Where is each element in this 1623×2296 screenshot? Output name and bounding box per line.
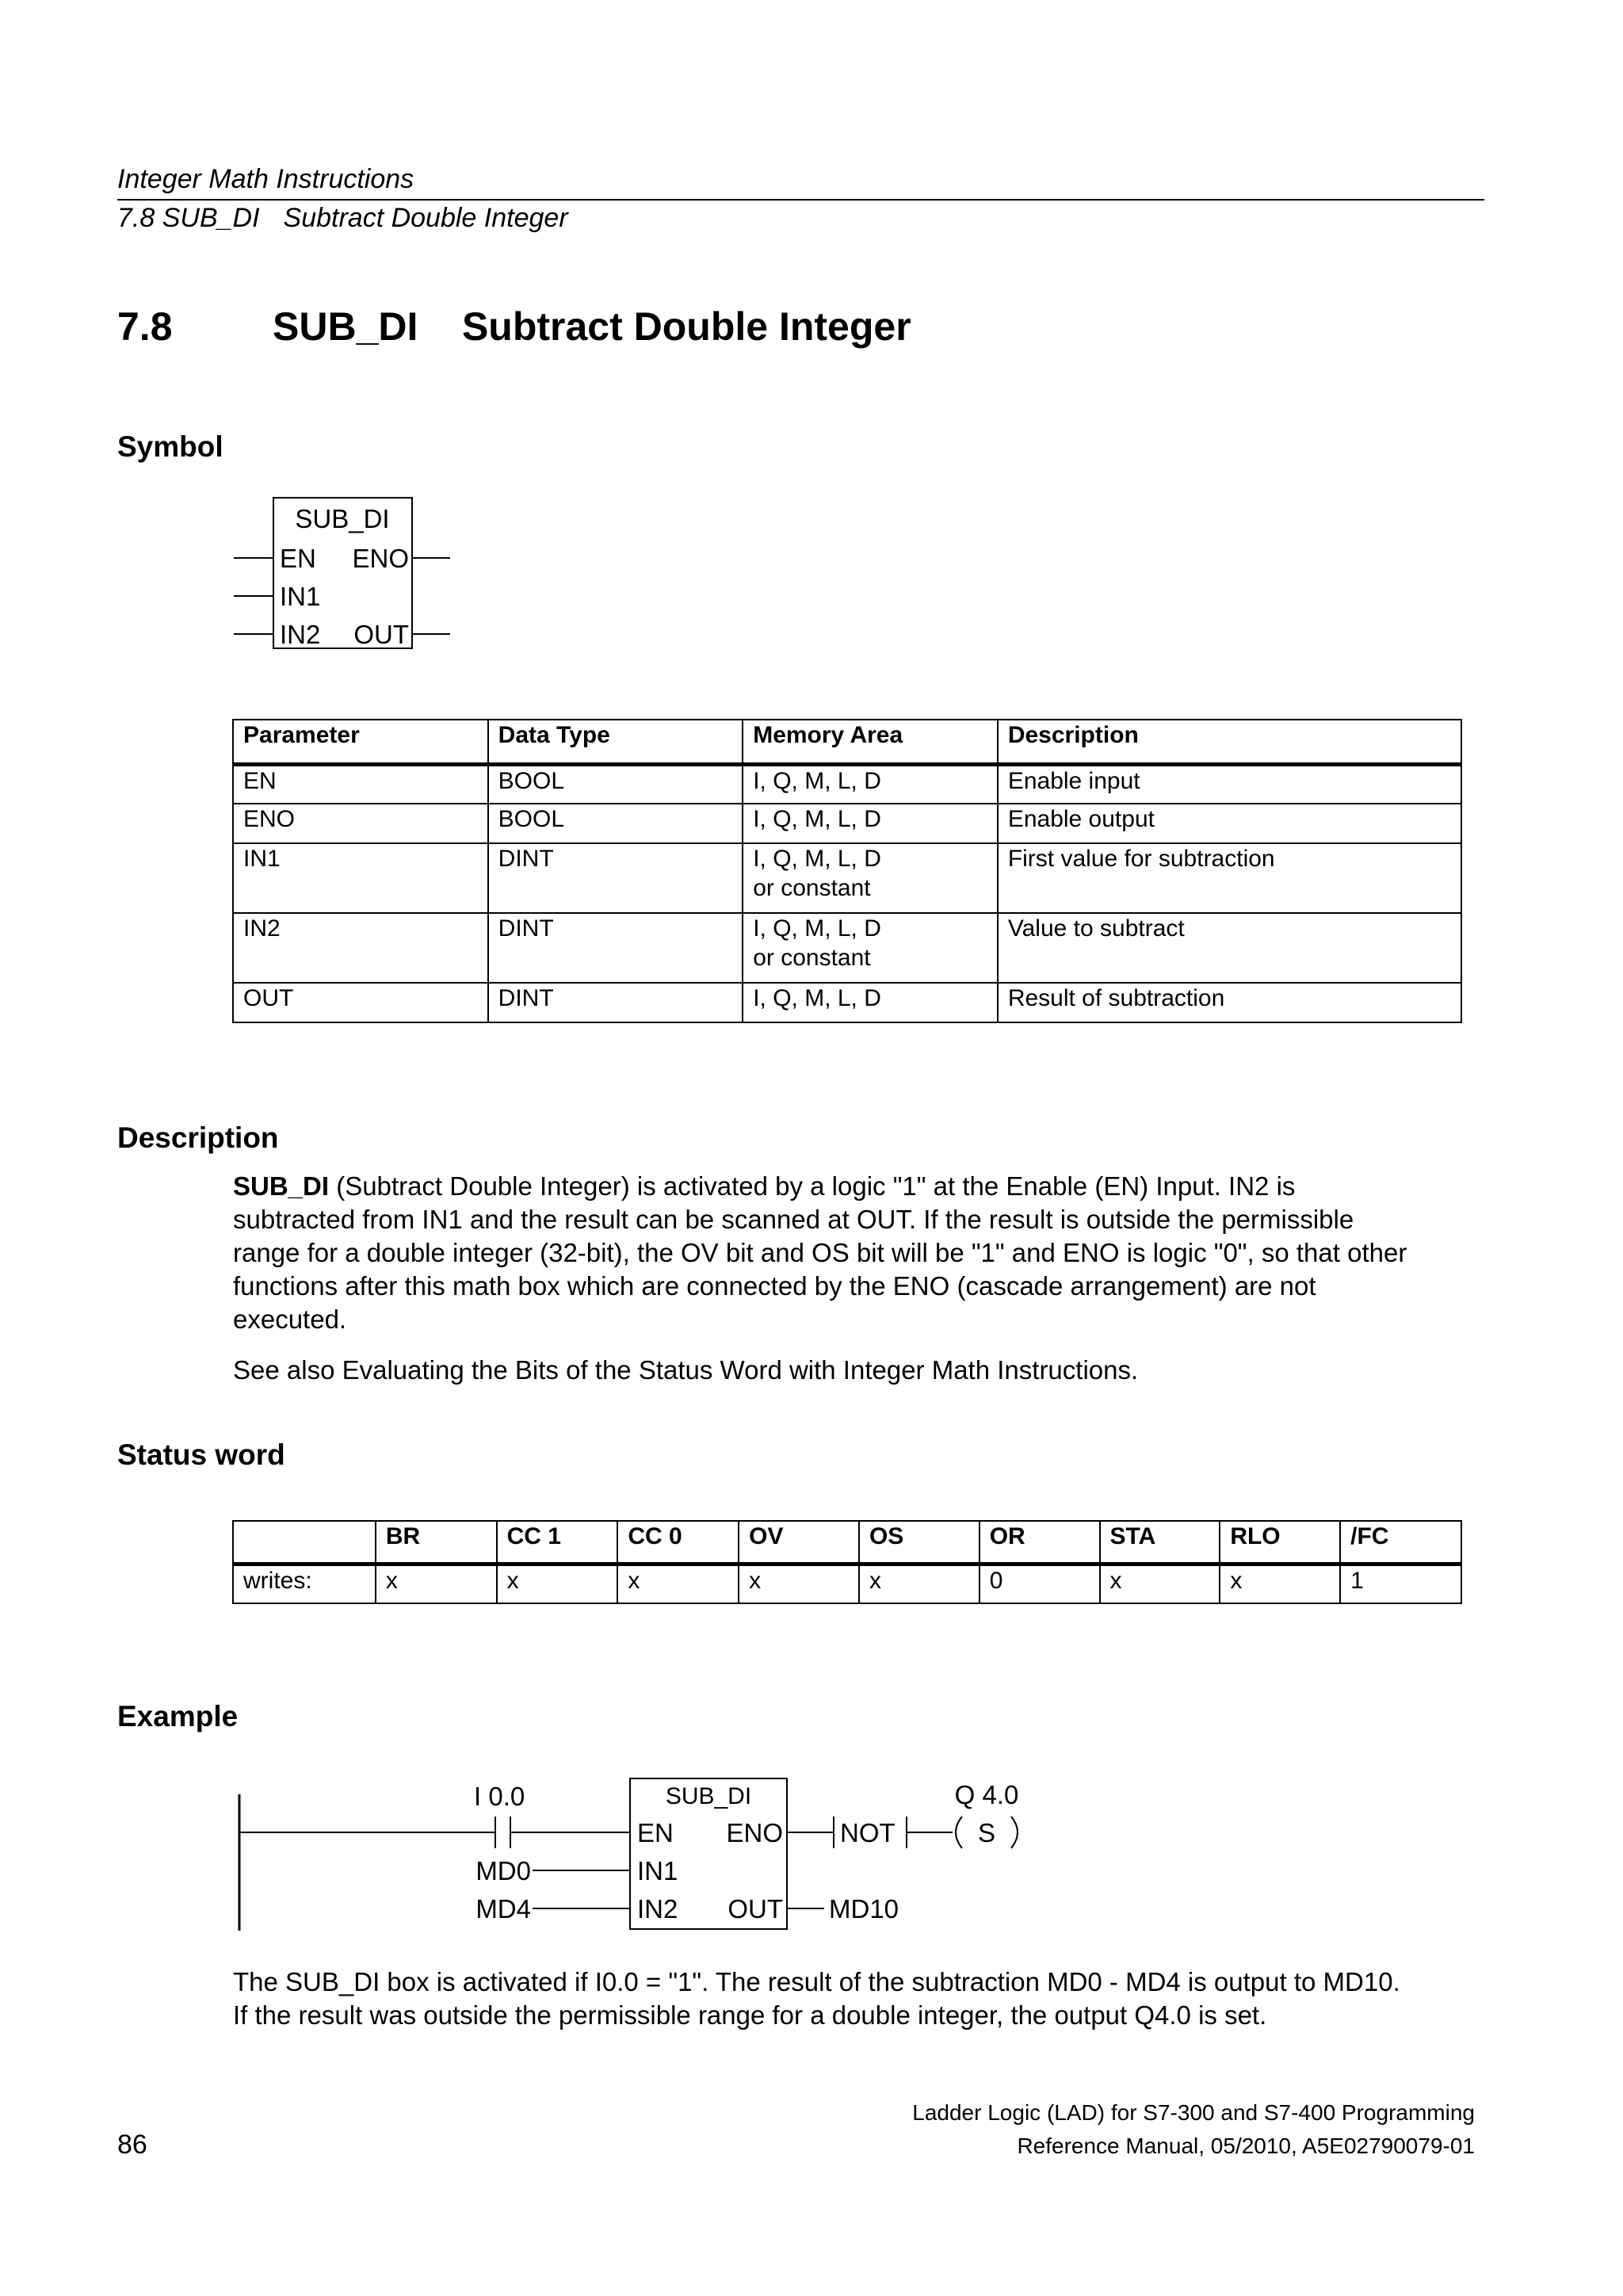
table-row — [233, 843, 1461, 913]
status-word-header — [233, 1521, 1461, 1564]
symbol-en-label: EN — [280, 544, 316, 573]
status-header-rlo: RLO — [1220, 1521, 1340, 1564]
description-lead-bold: SUB_DI — [233, 1171, 330, 1201]
cell-parameter: EN — [233, 764, 488, 804]
status-header-os: OS — [859, 1521, 980, 1564]
cell-memory-area — [743, 913, 998, 983]
cell-data-type: DINT — [488, 913, 743, 983]
status-cell: 1 — [1340, 1564, 1461, 1603]
symbol-heading: Symbol — [117, 430, 223, 463]
footer-manual-line: Ladder Logic (LAD) for S7-300 and S7-400 Programming — [912, 2100, 1475, 2125]
example-md10-label: MD10 — [829, 1894, 899, 1924]
status-header-br: BR — [376, 1521, 497, 1564]
status-cell: 0 — [980, 1564, 1100, 1603]
coil-right-arc — [1011, 1817, 1018, 1848]
description-line-text: (Subtract Double Integer) is activated by a logic "1" at the Enable (EN) Input. IN2 is — [329, 1171, 1296, 1201]
cell-description: Enable output — [998, 804, 1461, 843]
example-not-label: NOT — [840, 1818, 896, 1847]
coil-left-arc — [956, 1817, 962, 1848]
running-header-section-number: 7.8 SUB_DI — [117, 203, 260, 233]
footer-manual-line: Reference Manual, 05/2010, A5E02790079-01 — [1017, 2134, 1475, 2158]
cell-data-type: DINT — [488, 983, 743, 1022]
status-header-blank — [233, 1521, 376, 1564]
status-word-heading: Status word — [117, 1438, 285, 1471]
description-line: functions after this math box which are connected by the ENO (cascade arrangement) are not — [233, 1271, 1316, 1301]
header-rule — [117, 199, 1484, 201]
description-line: subtracted from IN1 and the result can be scanned at OUT. If the result is outside the permissible — [233, 1205, 1354, 1234]
table-row — [233, 804, 1461, 843]
sub-di-symbol-diagram — [222, 485, 460, 659]
contact-address: I 0.0 — [474, 1782, 525, 1811]
example-ladder-diagram — [222, 1759, 1062, 1950]
header-memory-area: Memory Area — [743, 720, 998, 764]
example-coil-type: S — [977, 1818, 996, 1847]
cell-memory-area: I, Q, M, L, D — [743, 804, 998, 843]
symbol-in1-label: IN1 — [280, 582, 321, 611]
cell-data-type: BOOL — [488, 804, 743, 843]
status-cell: x — [859, 1564, 980, 1603]
status-header-or: OR — [980, 1521, 1100, 1564]
table-row — [233, 764, 1461, 804]
cell-memory-area: I, Q, M, L, D — [743, 983, 998, 1022]
parameter-table-header — [233, 720, 1461, 764]
example-in1-label: IN1 — [637, 1856, 678, 1885]
cell-data-type: BOOL — [488, 764, 743, 804]
cell-parameter: IN2 — [233, 913, 488, 983]
status-cell: x — [1220, 1564, 1340, 1603]
cell-memory-area: I, Q, M, L, D — [743, 764, 998, 804]
symbol-in2-label: IN2 — [280, 620, 321, 649]
memory-area-line: I, Q, M, L, D — [753, 915, 881, 942]
parameter-table — [232, 719, 1462, 1023]
example-en-label: EN — [637, 1818, 674, 1847]
status-cell-writes: writes: — [233, 1564, 376, 1603]
section-number: 7.8 — [117, 304, 173, 349]
section-title: SUB_DI Subtract Double Integer — [273, 304, 911, 349]
example-heading: Example — [117, 1700, 239, 1733]
cell-description: Value to subtract — [998, 913, 1461, 983]
status-cell: x — [617, 1564, 739, 1603]
status-header-cc0: CC 0 — [617, 1521, 739, 1564]
status-header-ov: OV — [739, 1521, 859, 1564]
header-data-type: Data Type — [488, 720, 743, 764]
example-text-line: If the result was outside the permissible range for a double integer, the output Q4.0 is set. — [233, 2000, 1267, 2030]
memory-area-line: or constant — [753, 945, 871, 971]
cell-description: Enable input — [998, 764, 1461, 804]
symbol-box-name: SUB_DI — [295, 504, 390, 533]
status-cell: x — [739, 1564, 859, 1603]
status-cell: x — [497, 1564, 618, 1603]
cell-memory-area — [743, 843, 998, 913]
example-box-name: SUB_DI — [665, 1783, 752, 1809]
status-header-cc1: CC 1 — [497, 1521, 618, 1564]
status-header-sta: STA — [1100, 1521, 1220, 1564]
example-text-line: The SUB_DI box is activated if I0.0 = "1". The result of the subtraction MD0 - MD4 is output to MD10. — [233, 1967, 1400, 1996]
example-md0-label: MD0 — [475, 1856, 531, 1885]
description-line — [233, 1170, 1481, 1203]
running-header-section — [117, 202, 568, 234]
example-in2-label: IN2 — [637, 1894, 678, 1924]
example-out-label: OUT — [727, 1894, 783, 1924]
header-description: Description — [998, 720, 1461, 764]
cell-parameter: IN1 — [233, 843, 488, 913]
example-eno-label: ENO — [726, 1818, 783, 1847]
cell-data-type: DINT — [488, 843, 743, 913]
memory-area-line: or constant — [753, 875, 871, 901]
page-number: 86 — [117, 2130, 147, 2160]
status-cell: x — [1100, 1564, 1220, 1603]
table-row — [233, 913, 1461, 983]
running-header-chapter: Integer Math Instructions — [117, 164, 414, 194]
symbol-eno-label: ENO — [352, 544, 409, 573]
status-cell: x — [376, 1564, 497, 1603]
status-word-row — [233, 1564, 1461, 1603]
description-see-also: See also Evaluating the Bits of the Status Word with Integer Math Instructions. — [233, 1355, 1139, 1385]
memory-area-line: I, Q, M, L, D — [753, 846, 881, 872]
symbol-out-label: OUT — [353, 620, 409, 649]
description-heading: Description — [117, 1121, 279, 1154]
table-row — [233, 983, 1461, 1022]
footer-manual-info — [912, 2096, 1475, 2163]
header-parameter: Parameter — [233, 720, 488, 764]
example-coil-address: Q 4.0 — [954, 1780, 1019, 1809]
status-word-table — [232, 1520, 1462, 1604]
description-line: range for a double integer (32-bit), the OV bit and OS bit will be "1" and ENO is logic "0", so that other — [233, 1238, 1407, 1267]
cell-parameter: OUT — [233, 983, 488, 1022]
cell-description: First value for subtraction — [998, 843, 1461, 913]
example-md4-label: MD4 — [475, 1894, 531, 1924]
cell-description: Result of subtraction — [998, 983, 1461, 1022]
status-header-fc: /FC — [1340, 1521, 1461, 1564]
cell-parameter: ENO — [233, 804, 488, 843]
example-text — [233, 1966, 1400, 2032]
description-line: executed. — [233, 1305, 347, 1334]
running-header-section-name: Subtract Double Integer — [283, 203, 568, 233]
description-paragraph — [233, 1170, 1481, 1336]
